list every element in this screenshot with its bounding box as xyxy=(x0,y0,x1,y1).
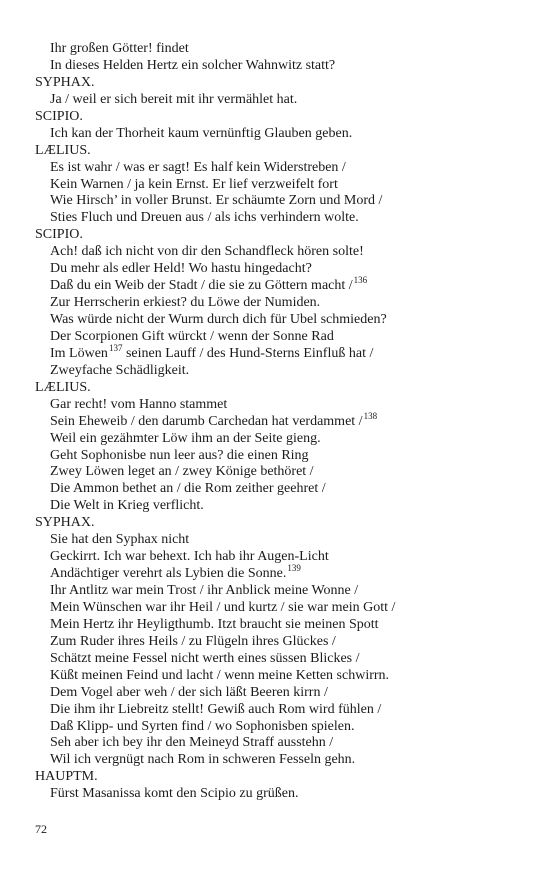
line-text: Daß du ein Weib der Stadt / die sie zu Göttern macht / xyxy=(50,278,353,294)
line-text: Es ist wahr / was er sagt! Es half kein Widerstreben / xyxy=(50,159,346,175)
verse-line xyxy=(35,532,540,549)
line-text: Mein Hertz ihr Heyligthumb. Itzt braucht sie meinen Spott xyxy=(50,616,379,632)
line-text: Zur Herrscherin erkiest? du Löwe der Numiden. xyxy=(50,295,321,311)
footnote-marker: 137 xyxy=(108,342,123,353)
line-text: Zweyfache Schädligkeit. xyxy=(50,362,190,378)
verse-line xyxy=(35,92,540,109)
line-text: LÆLIUS. xyxy=(35,142,91,158)
line-text: Andächtiger verehrt als Lybien die Sonne. xyxy=(50,566,287,582)
line-text: Dem Vogel aber weh / der sich läßt Beeren kirrn / xyxy=(50,684,328,700)
line-text: Im Löwen xyxy=(50,345,108,361)
verse-line xyxy=(35,498,540,515)
page-number: 72 xyxy=(35,822,47,836)
verse-line xyxy=(35,126,540,143)
verse-line xyxy=(35,617,540,634)
line-text: Wie Hirsch’ in voller Brunst. Er schäumte Zorn und Mord / xyxy=(50,193,383,209)
verse-line xyxy=(35,244,540,261)
verse-line xyxy=(35,634,540,651)
footnote-marker: 139 xyxy=(287,563,301,574)
verse-line xyxy=(35,600,540,617)
verse-line xyxy=(35,685,540,702)
speaker-name xyxy=(35,769,540,786)
speaker-name xyxy=(35,380,540,397)
line-text: Sie hat den Syphax nicht xyxy=(50,532,190,548)
verse-line xyxy=(35,752,540,769)
line-text: Daß Klipp- und Syrten find / wo Sophonisben spielen. xyxy=(50,718,355,734)
verse-line xyxy=(35,295,540,312)
verse-line xyxy=(35,786,540,803)
line-text: Gar recht! vom Hanno stammet xyxy=(50,396,228,412)
verse-line xyxy=(35,563,540,583)
line-text: Fürst Masanissa komt den Scipio zu grüßen. xyxy=(50,786,299,802)
line-text: SCIPIO. xyxy=(35,227,83,243)
verse-line xyxy=(35,651,540,668)
verse-line xyxy=(35,210,540,227)
footnote-marker: 136 xyxy=(353,275,368,286)
line-text: Der Scorpionen Gift würckt / wenn der Sonne Rad xyxy=(50,328,334,344)
line-text: Geckirrt. Ich war behext. Ich hab ihr Augen-Licht xyxy=(50,549,329,565)
verse-line xyxy=(35,342,540,363)
line-text: Geht Sophonisbe nun leer aus? die einen Ring xyxy=(50,447,309,463)
line-text: Die ihm ihr Liebreitz stellt! Gewiß auch Rom wird fühlen / xyxy=(50,701,382,717)
line-text: Ihr Antlitz war mein Trost / ihr Anblick meine Wonne / xyxy=(50,583,359,598)
verse-line xyxy=(35,397,540,414)
line-text: Was würde nicht der Wurm durch dich für Ubel schmieden? xyxy=(50,312,387,327)
line-text: SYPHAX. xyxy=(35,515,95,531)
verse-line xyxy=(35,58,540,75)
line-text: Weil ein gezähmter Löw ihm an der Seite gieng. xyxy=(50,430,321,446)
verse-line xyxy=(35,193,540,210)
line-text: Seh aber ich bey ihr den Meineyd Straff ausstehn / xyxy=(50,735,334,751)
line-text: LÆLIUS. xyxy=(35,379,91,395)
line-text: Schätzt meine Fessel nicht werth eines süssen Blickes / xyxy=(50,650,360,666)
line-text: Ihr großen Götter! findet xyxy=(50,41,189,56)
verse-line xyxy=(35,261,540,278)
speaker-name xyxy=(35,75,540,92)
speaker-name xyxy=(35,143,540,160)
verse-line xyxy=(35,668,540,685)
verse-line xyxy=(35,583,540,600)
speaker-name xyxy=(35,515,540,532)
line-text: Die Welt in Krieg verflicht. xyxy=(50,498,204,514)
drama-text xyxy=(35,41,540,803)
verse-line xyxy=(35,177,540,194)
line-text: Du mehr als edler Held! Wo hastu hingedacht? xyxy=(50,261,312,277)
line-text: Wil ich vergnügt nach Rom in schweren Fesseln gehn. xyxy=(50,752,356,768)
line-text-continued: seinen Lauff / des Hund-Sterns Einfluß hat / xyxy=(122,345,374,361)
line-text: Kein Warnen / ja kein Ernst. Er lief verzweifelt fort xyxy=(50,176,338,192)
line-text: Mein Wünschen war ihr Heil / und kurtz / sie war mein Gott / xyxy=(50,599,396,615)
line-text: Ich kan der Thorheit kaum vernünftig Glauben geben. xyxy=(50,125,353,141)
verse-line xyxy=(35,410,540,431)
speaker-name xyxy=(35,109,540,126)
verse-line xyxy=(35,464,540,481)
line-text: SCIPIO. xyxy=(35,108,83,124)
line-text: Sties Fluch und Dreuen aus / als ichs verhindern wolte. xyxy=(50,210,359,226)
line-text: Zwey Löwen leget an / zwey Könige bethöret / xyxy=(50,464,314,480)
verse-line xyxy=(35,719,540,736)
verse-line xyxy=(35,702,540,719)
line-text: Ach! daß ich nicht von dir den Schandfleck hören solte! xyxy=(50,244,364,260)
verse-line xyxy=(35,431,540,448)
line-text: Sein Eheweib / den darumb Carchedan hat verdammet / xyxy=(50,413,363,429)
verse-line xyxy=(35,363,540,380)
verse-line xyxy=(35,312,540,329)
line-text: Ja / weil er sich bereit mit ihr vermählet hat. xyxy=(50,91,298,107)
line-text: Zum Ruder ihres Heils / zu Flügeln ihres Glückes / xyxy=(50,633,336,649)
verse-line xyxy=(35,448,540,465)
line-text: HAUPTM. xyxy=(35,769,98,785)
line-text: SYPHAX. xyxy=(35,74,95,90)
verse-line xyxy=(35,275,540,295)
footnote-marker: 138 xyxy=(363,410,378,421)
line-text: In dieses Helden Hertz ein solcher Wahnwitz statt? xyxy=(50,57,336,73)
verse-line xyxy=(35,735,540,752)
speaker-name xyxy=(35,227,540,244)
line-text: Küßt meinen Feind und lacht / wenn meine Ketten schwirrn. xyxy=(50,667,390,683)
verse-line xyxy=(35,41,540,58)
verse-line xyxy=(35,481,540,498)
verse-line xyxy=(35,160,540,177)
line-text: Die Ammon bethet an / die Rom zeither geehret / xyxy=(50,481,326,497)
